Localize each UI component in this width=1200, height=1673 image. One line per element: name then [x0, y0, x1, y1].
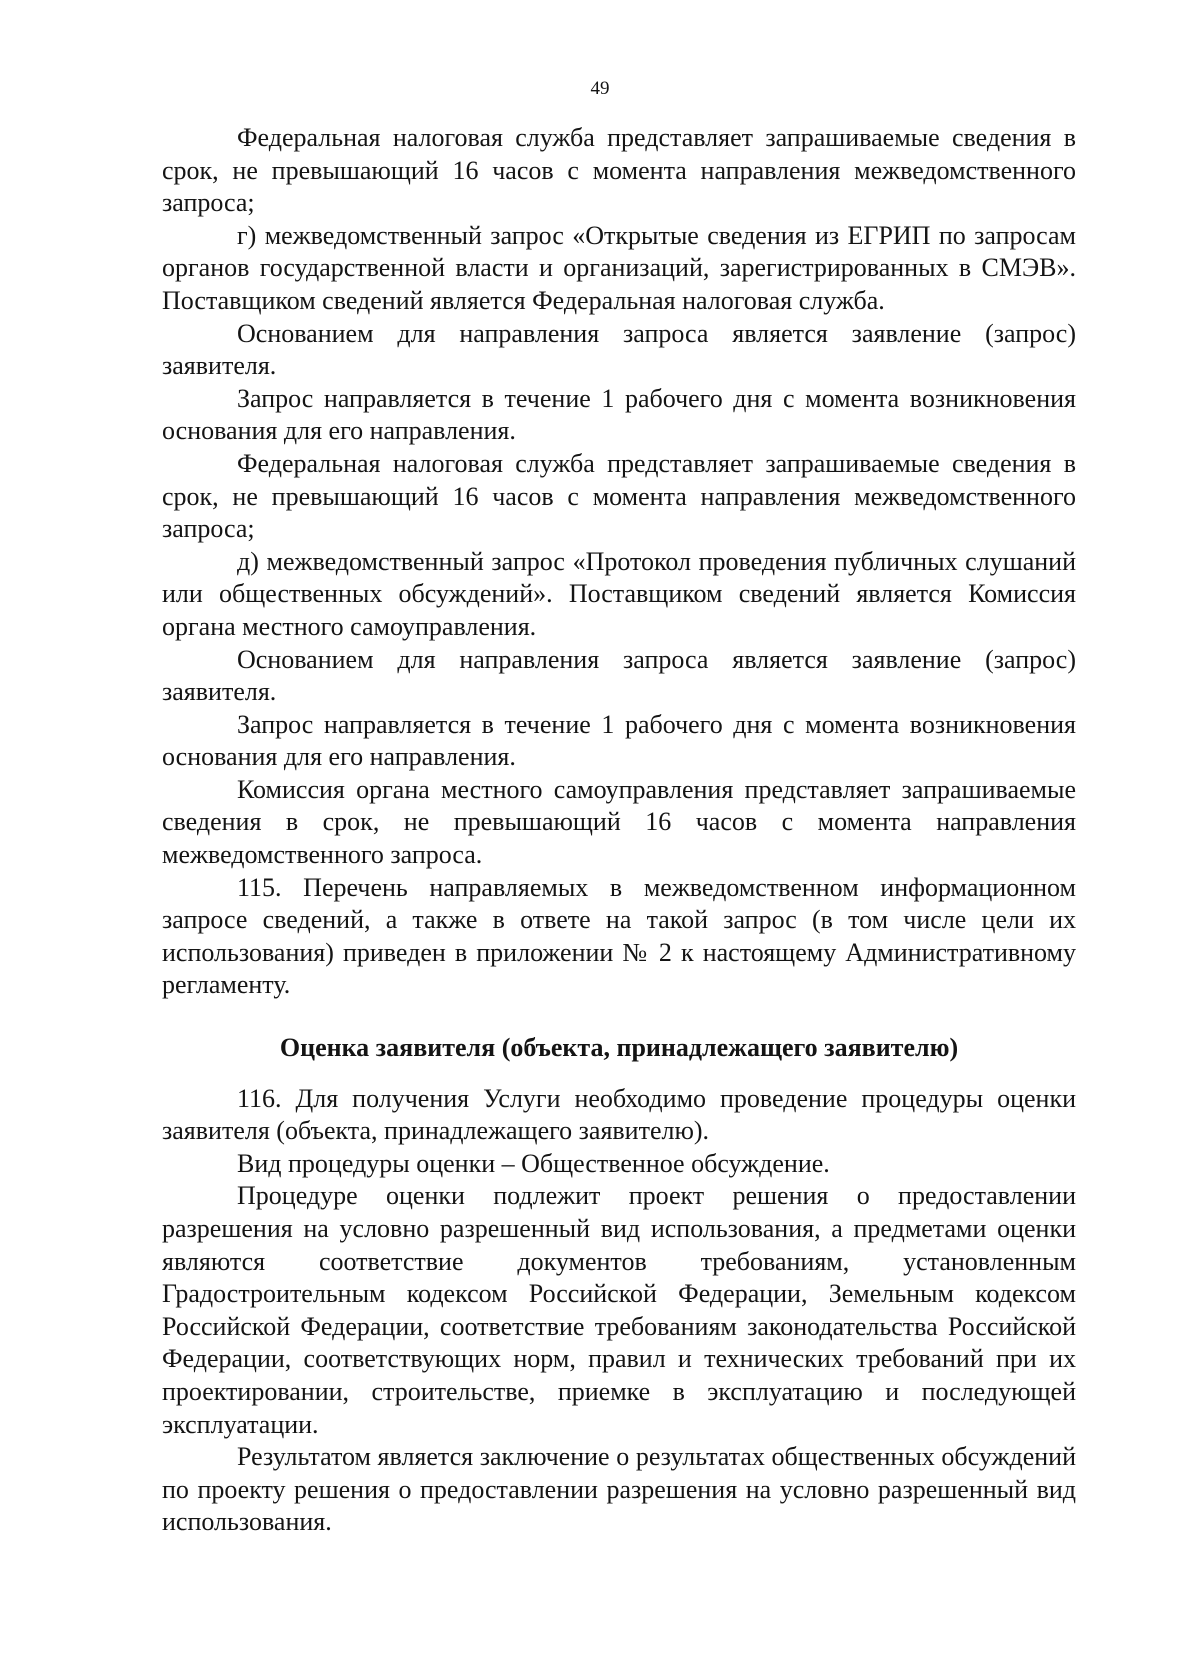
- paragraph: г) межведомственный запрос «Открытые сведения из ЕГРИП по запросам органов государственной власти и организаций, зарегистрированных в СМЭВ». Поставщиком сведений является Федеральная налоговая служба.: [162, 220, 1076, 315]
- paragraph: д) межведомственный запрос «Протокол проведения публичных слушаний или общественных обсуждений». Поставщиком сведений является Комиссия органа местного самоуправления.: [162, 546, 1076, 641]
- paragraph: Основанием для направления запроса является заявление (запрос) заявителя.: [162, 318, 1076, 381]
- paragraph: Комиссия органа местного самоуправления представляет запрашиваемые сведения в срок, не превышающий 16 часов с момента направления межведомственного запроса.: [162, 774, 1076, 870]
- document-body: [162, 122, 1076, 1539]
- paragraph: 116. Для получения Услуги необходимо проведение процедуры оценки заявителя (объекта, принадлежащего заявителю).: [162, 1083, 1076, 1146]
- page-number: 49: [590, 78, 610, 99]
- paragraph: 115. Перечень направляемых в межведомственном информационном запросе сведений, а также в ответе на такой запрос (в том числе цели их использования) приведен в приложении № 2 к настоящему Административному регламенту.: [162, 872, 1076, 1000]
- paragraph: Процедуре оценки подлежит проект решения о предоставлении разрешения на условно разрешенный вид использования, а предметами оценки являются соответствие документов требованиям, установленным Градостроительным кодексом Российской Федерации, Земельным кодексом Российской Федерации, соответствие требованиям законодательства Российской Федерации, соответствующих норм, правил и технических требований при их проектировании, строительстве, приемке в эксплуатацию и последующей эксплуатации.: [162, 1181, 1076, 1439]
- paragraph: Федеральная налоговая служба представляет запрашиваемые сведения в срок, не превышающий 16 часов с момента направления межведомственного запроса;: [162, 123, 1076, 218]
- paragraph: Основанием для направления запроса является заявление (запрос) заявителя.: [162, 644, 1076, 707]
- paragraph: Федеральная налоговая служба представляет запрашиваемые сведения в срок, не превышающий 16 часов с момента направления межведомственного запроса;: [162, 448, 1076, 544]
- paragraph: Запрос направляется в течение 1 рабочего дня с момента возникновения основания для его направления.: [162, 709, 1076, 772]
- section-heading: Оценка заявителя (объекта, принадлежащего заявителю): [279, 1033, 959, 1063]
- paragraph: Вид процедуры оценки – Общественное обсуждение.: [237, 1148, 830, 1178]
- paragraph: Запрос направляется в течение 1 рабочего дня с момента возникновения основания для его направления.: [162, 383, 1076, 446]
- paragraph: Результатом является заключение о результатах общественных обсуждений по проекту решения о предоставлении разрешения на условно разрешенный вид использования.: [162, 1442, 1076, 1537]
